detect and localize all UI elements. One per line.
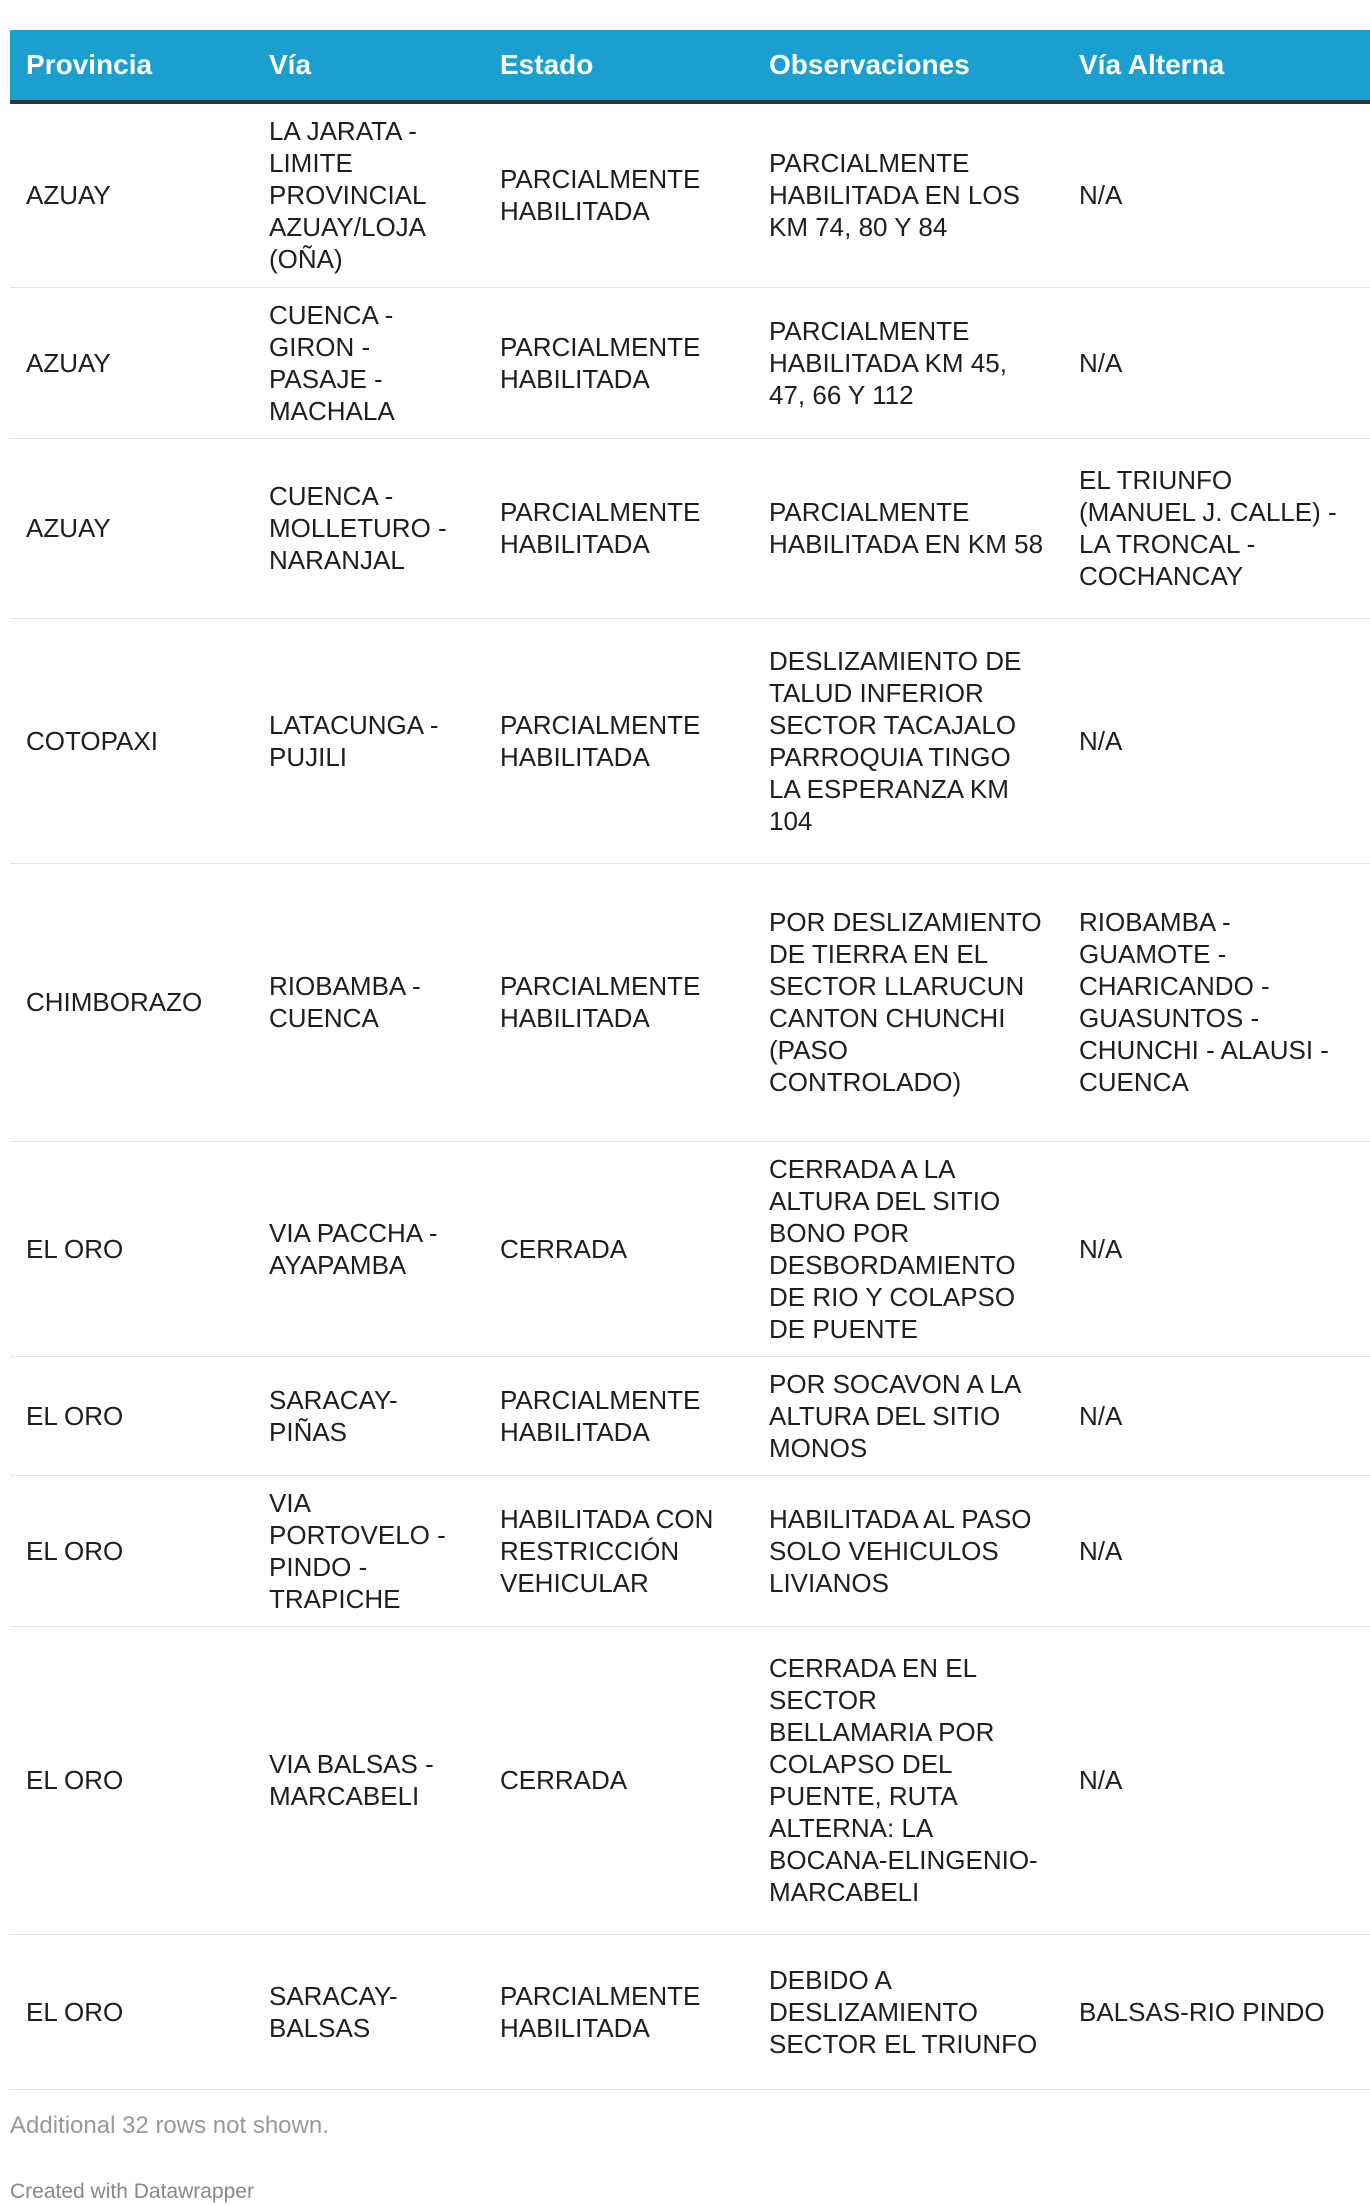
cell-observaciones: PARCIALMENTE HABILITADA EN LOS KM 74, 80 Y 84 [753, 102, 1063, 287]
table-row [10, 287, 1370, 438]
header-row [10, 30, 1370, 102]
cell-via: CUENCA - GIRON - PASAJE - MACHALA [253, 287, 484, 438]
cell-estado: CERRADA [484, 1141, 753, 1356]
cell-via-alterna: N/A [1063, 287, 1370, 438]
cell-via: LA JARATA - LIMITE PROVINCIAL AZUAY/LOJA (OÑA) [253, 102, 484, 287]
column-header-via[interactable]: Vía [253, 30, 484, 102]
road-status-table [10, 30, 1370, 2090]
cell-observaciones: DESLIZAMIENTO DE TALUD INFERIOR SECTOR TACAJALO PARROQUIA TINGO LA ESPERANZA KM 104 [753, 618, 1063, 863]
cell-via: RIOBAMBA - CUENCA [253, 863, 484, 1141]
cell-provincia: EL ORO [10, 1141, 253, 1356]
column-header-provincia[interactable]: Provincia [10, 30, 253, 102]
cell-estado: PARCIALMENTE HABILITADA [484, 863, 753, 1141]
cell-estado: CERRADA [484, 1626, 753, 1934]
table-notes: Additional 32 rows not shown. [10, 2112, 329, 2139]
cell-via-alterna: N/A [1063, 1626, 1370, 1934]
cell-observaciones: PARCIALMENTE HABILITADA KM 45, 47, 66 Y 112 [753, 287, 1063, 438]
cell-estado: PARCIALMENTE HABILITADA [484, 102, 753, 287]
column-header-estado[interactable]: Estado [484, 30, 753, 102]
cell-via-alterna: RIOBAMBA - GUAMOTE - CHARICANDO - GUASUNTOS - CHUNCHI - ALAUSI - CUENCA [1063, 863, 1370, 1141]
cell-estado: PARCIALMENTE HABILITADA [484, 1934, 753, 2089]
table-row [10, 102, 1370, 287]
cell-via: SARACAY-BALSAS [253, 1934, 484, 2089]
cell-estado: PARCIALMENTE HABILITADA [484, 1356, 753, 1475]
cell-provincia: CHIMBORAZO [10, 863, 253, 1141]
cell-via: LATACUNGA - PUJILI [253, 618, 484, 863]
cell-provincia: EL ORO [10, 1475, 253, 1626]
column-header-observaciones[interactable]: Observaciones [753, 30, 1063, 102]
cell-provincia: AZUAY [10, 438, 253, 618]
cell-observaciones: DEBIDO A DESLIZAMIENTO SECTOR EL TRIUNFO [753, 1934, 1063, 2089]
cell-via: VIA PORTOVELO - PINDO - TRAPICHE [253, 1475, 484, 1626]
cell-estado: PARCIALMENTE HABILITADA [484, 287, 753, 438]
datawrapper-credit: Created with Datawrapper [10, 2180, 254, 2203]
table-row [10, 618, 1370, 863]
table-row [10, 1141, 1370, 1356]
cell-observaciones: CERRADA EN EL SECTOR BELLAMARIA POR COLAPSO DEL PUENTE, RUTA ALTERNA: LA BOCANA-ELINGENIO-MARCABELI [753, 1626, 1063, 1934]
table-body [10, 102, 1370, 2089]
cell-via-alterna: N/A [1063, 1356, 1370, 1475]
column-header-via-alterna[interactable]: Vía Alterna [1063, 30, 1370, 102]
cell-provincia: EL ORO [10, 1626, 253, 1934]
table-row [10, 863, 1370, 1141]
table-row [10, 1626, 1370, 1934]
cell-observaciones: POR SOCAVON A LA ALTURA DEL SITIO MONOS [753, 1356, 1063, 1475]
data-table-container [10, 30, 1337, 2090]
cell-via-alterna: N/A [1063, 102, 1370, 287]
cell-via: VIA PACCHA - AYAPAMBA [253, 1141, 484, 1356]
cell-provincia: COTOPAXI [10, 618, 253, 863]
cell-provincia: AZUAY [10, 287, 253, 438]
cell-observaciones: POR DESLIZAMIENTO DE TIERRA EN EL SECTOR LLARUCUN CANTON CHUNCHI (PASO CONTROLADO) [753, 863, 1063, 1141]
table-row [10, 438, 1370, 618]
cell-observaciones: HABILITADA AL PASO SOLO VEHICULOS LIVIANOS [753, 1475, 1063, 1626]
cell-provincia: EL ORO [10, 1934, 253, 2089]
cell-estado: HABILITADA CON RESTRICCIÓN VEHICULAR [484, 1475, 753, 1626]
cell-provincia: EL ORO [10, 1356, 253, 1475]
cell-observaciones: PARCIALMENTE HABILITADA EN KM 58 [753, 438, 1063, 618]
cell-via: SARACAY-PIÑAS [253, 1356, 484, 1475]
cell-estado: PARCIALMENTE HABILITADA [484, 618, 753, 863]
table-row [10, 1934, 1370, 2089]
table-header [10, 30, 1370, 102]
cell-via: VIA BALSAS - MARCABELI [253, 1626, 484, 1934]
cell-via: CUENCA - MOLLETURO - NARANJAL [253, 438, 484, 618]
table-row [10, 1356, 1370, 1475]
cell-via-alterna: N/A [1063, 1475, 1370, 1626]
cell-via-alterna: N/A [1063, 618, 1370, 863]
cell-estado: PARCIALMENTE HABILITADA [484, 438, 753, 618]
table-row [10, 1475, 1370, 1626]
cell-observaciones: CERRADA A LA ALTURA DEL SITIO BONO POR DESBORDAMIENTO DE RIO Y COLAPSO DE PUENTE [753, 1141, 1063, 1356]
cell-provincia: AZUAY [10, 102, 253, 287]
cell-via-alterna: EL TRIUNFO (MANUEL J. CALLE) - LA TRONCAL - COCHANCAY [1063, 438, 1370, 618]
cell-via-alterna: BALSAS-RIO PINDO [1063, 1934, 1370, 2089]
cell-via-alterna: N/A [1063, 1141, 1370, 1356]
